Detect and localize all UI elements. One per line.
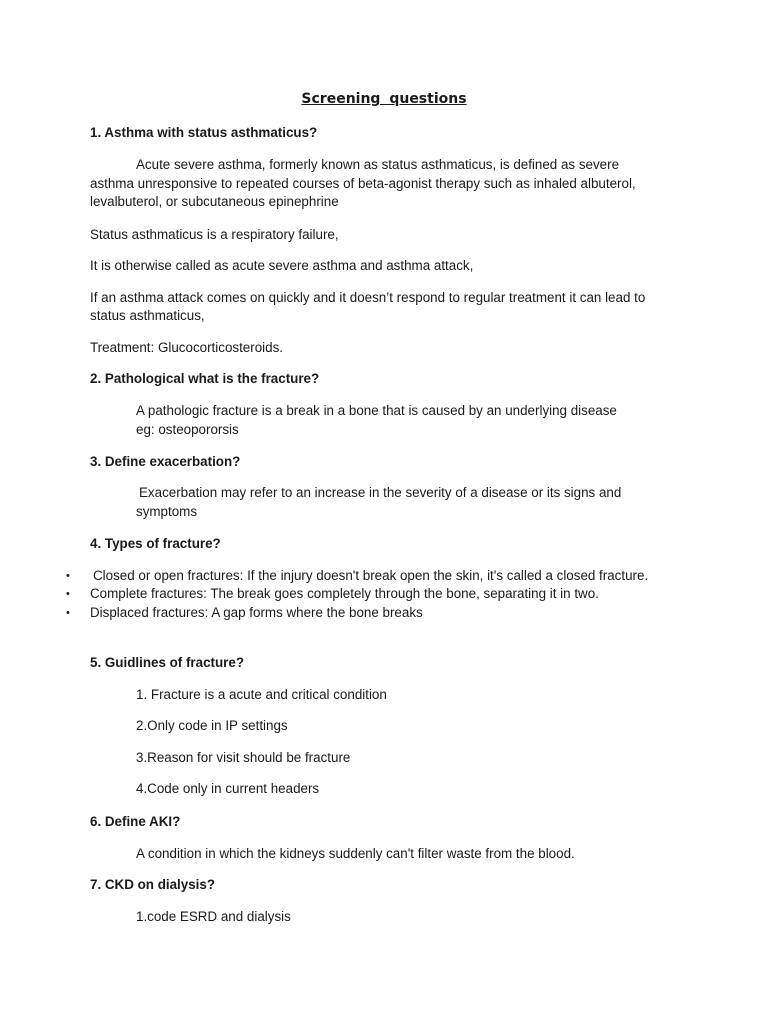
- question-2-heading: 2. Pathological what is the fracture?: [90, 371, 320, 386]
- list-item: Complete fractures: The break goes completely through the bone, separating it in two.: [90, 586, 599, 601]
- q1-text-line: It is otherwise called as acute severe asthma and asthma attack,: [90, 258, 474, 273]
- question-3-heading: 3. Define exacerbation?: [90, 454, 241, 469]
- guideline-item: 1. Fracture is a acute and critical condition: [136, 687, 387, 702]
- bullet-icon: •: [66, 570, 70, 582]
- q2-answer-line: eg: osteopororsis: [136, 422, 239, 437]
- question-7-heading: 7. CKD on dialysis?: [90, 877, 216, 892]
- question-6-heading: 6. Define AKI?: [90, 814, 181, 829]
- q1-text-line: Status asthmaticus is a respiratory failure,: [90, 227, 339, 242]
- q7-answer-line: 1.code ESRD and dialysis: [136, 909, 291, 924]
- q6-answer-line: A condition in which the kidneys suddenly can't filter waste from the blood.: [136, 846, 575, 861]
- question-4-heading: 4. Types of fracture?: [90, 536, 221, 551]
- page-title: Screening questions: [301, 91, 467, 107]
- bullet-icon: •: [66, 607, 70, 619]
- q1-treatment-line: Treatment: Glucocorticosteroids.: [90, 340, 283, 355]
- q1-paragraph-line: Acute severe asthma, formerly known as status asthmaticus, is defined as severe: [136, 157, 620, 172]
- q3-answer-line: symptoms: [136, 504, 198, 519]
- q1-paragraph-line: levalbuterol, or subcutaneous epinephrine: [90, 194, 339, 209]
- q1-paragraph-line: status asthmaticus,: [90, 308, 205, 323]
- list-item: Displaced fractures: A gap forms where the bone breaks: [90, 605, 423, 620]
- q1-paragraph-line: asthma unresponsive to repeated courses of beta-agonist therapy such as inhaled albuterol,: [90, 176, 636, 191]
- bullet-icon: •: [66, 588, 70, 600]
- question-1-heading: 1. Asthma with status asthmaticus?: [90, 125, 318, 140]
- guideline-item: 4.Code only in current headers: [136, 781, 320, 796]
- guideline-item: 2.Only code in IP settings: [136, 718, 288, 733]
- q3-answer-line: Exacerbation may refer to an increase in the severity of a disease or its signs and: [139, 485, 622, 500]
- question-5-heading: 5. Guidlines of fracture?: [90, 655, 245, 670]
- guideline-item: 3.Reason for visit should be fracture: [136, 750, 351, 765]
- q2-answer-line: A pathologic fracture is a break in a bone that is caused by an underlying disease: [136, 403, 617, 418]
- q1-paragraph-line: If an asthma attack comes on quickly and it doesn’t respond to regular treatment it can lead to: [90, 290, 646, 305]
- list-item: Closed or open fractures: If the injury doesn't break open the skin, it's called a closed fracture.: [93, 568, 649, 583]
